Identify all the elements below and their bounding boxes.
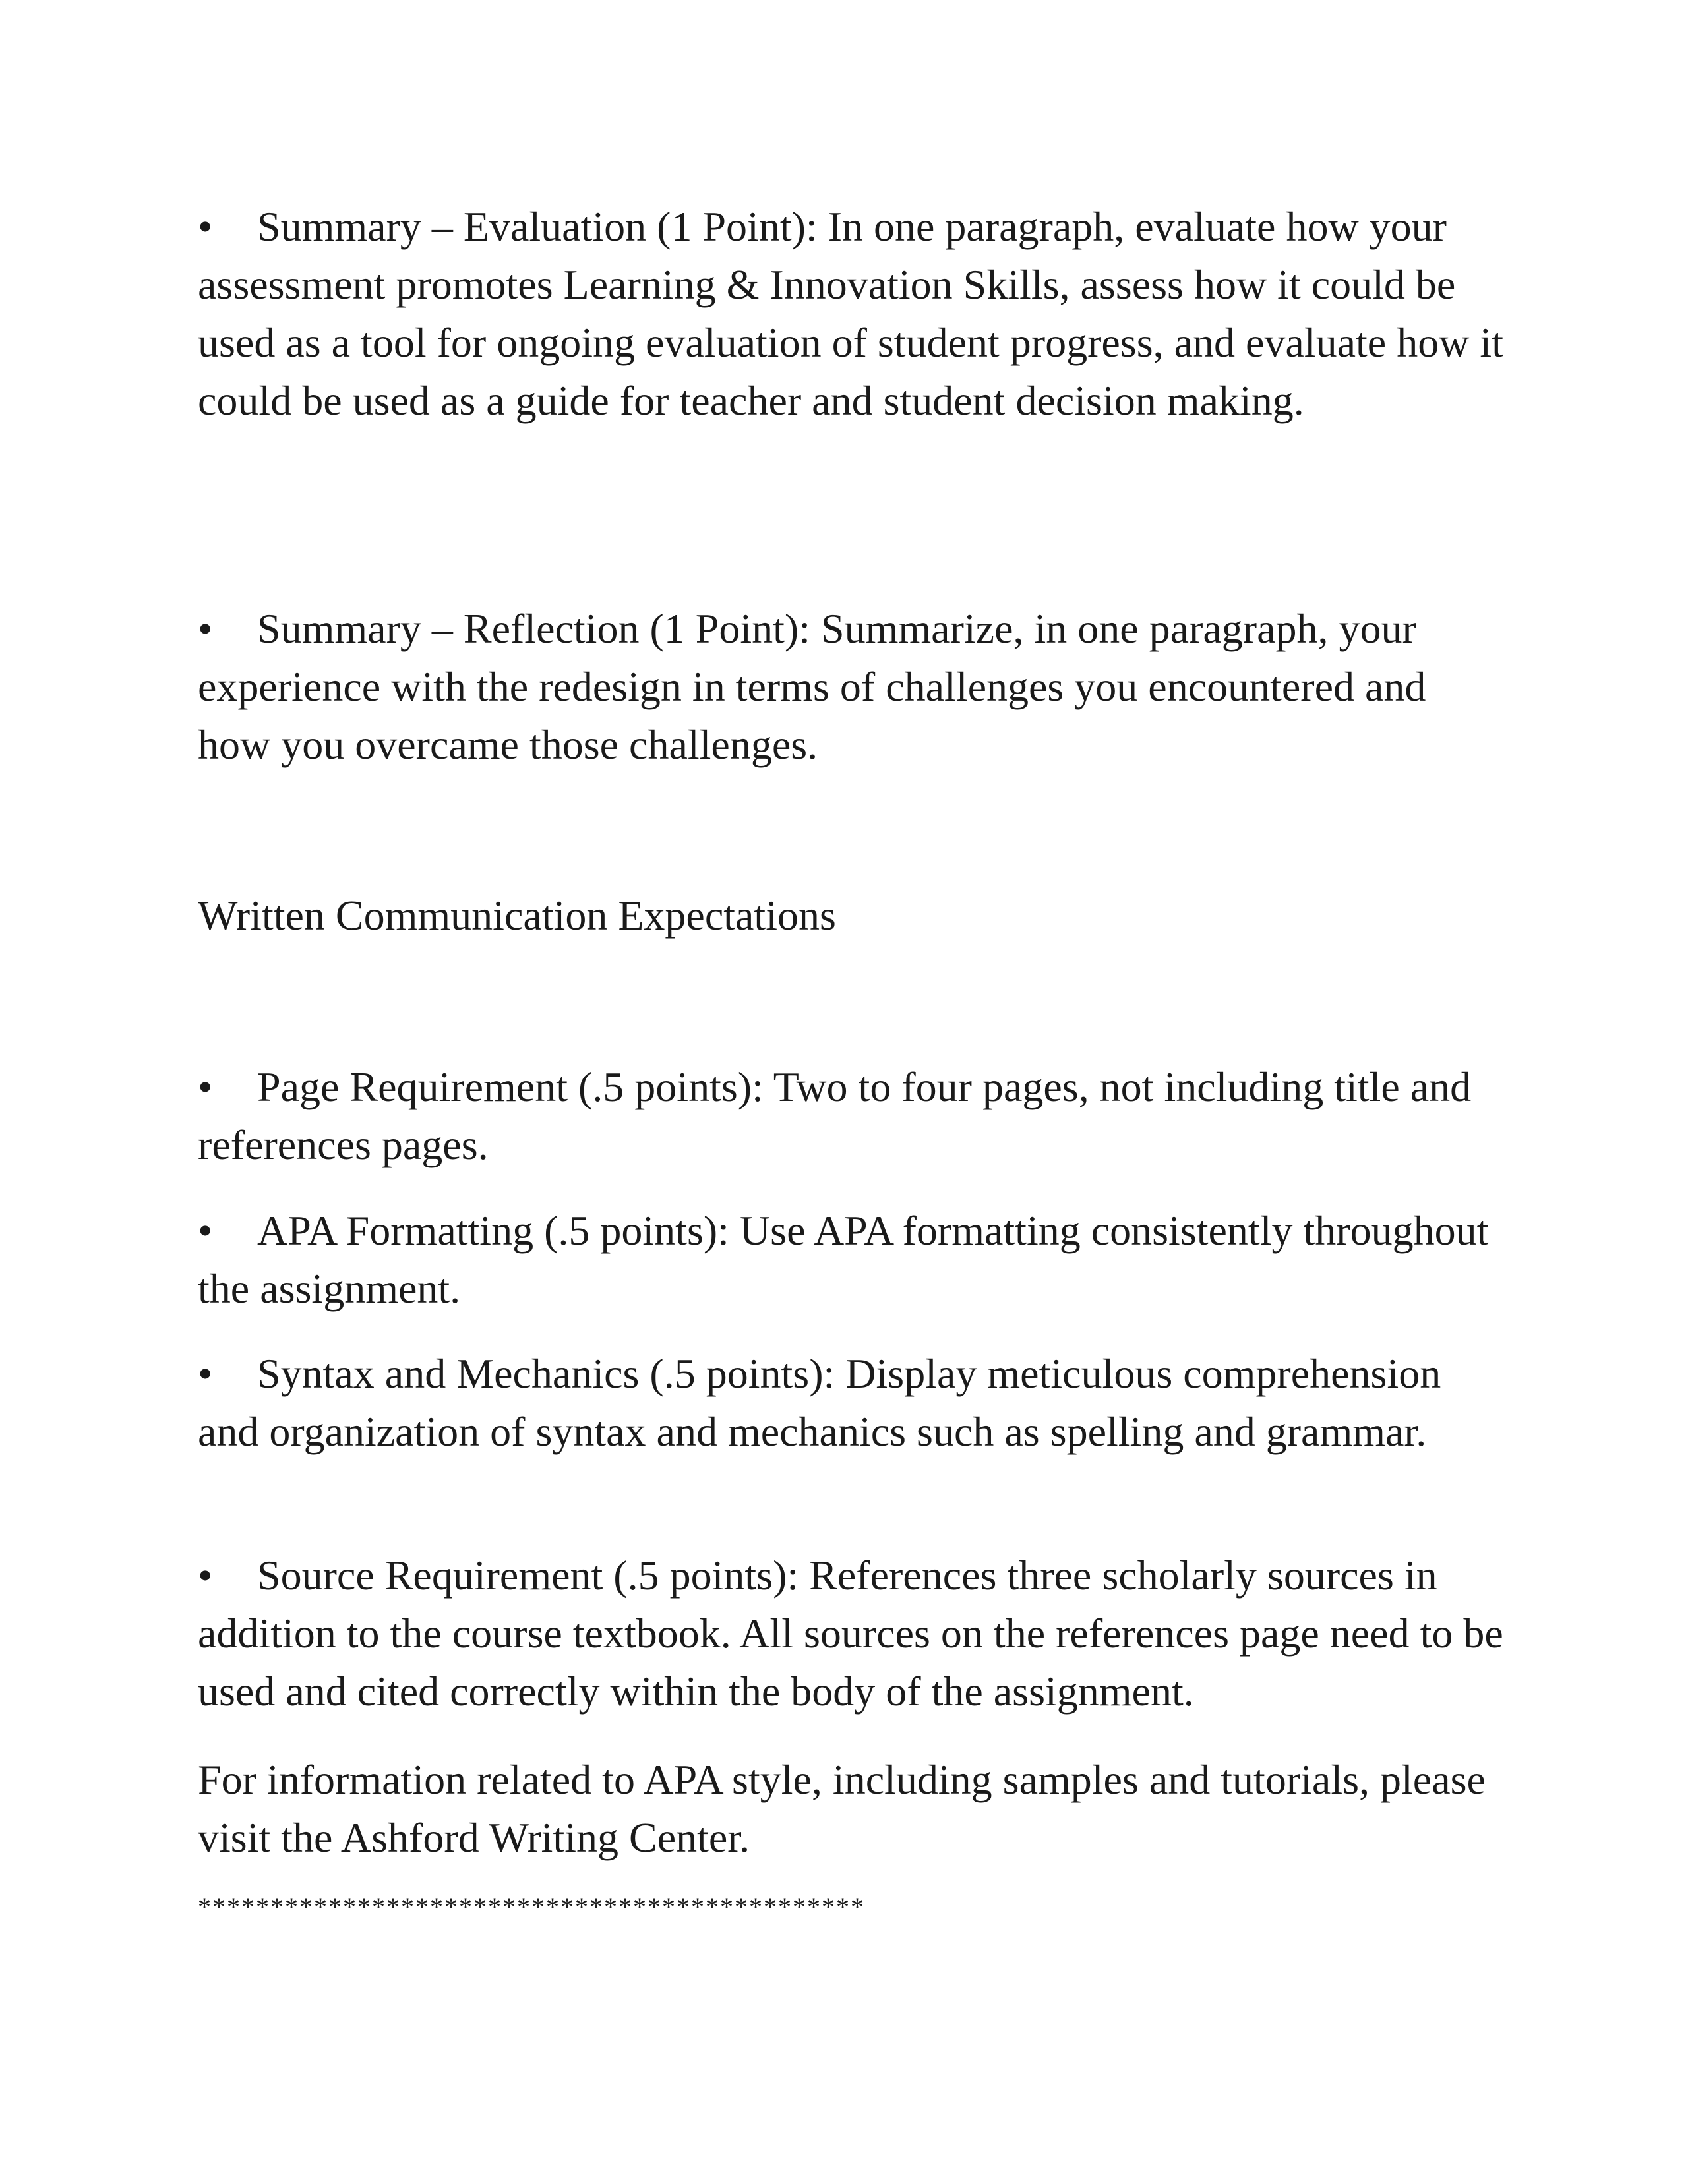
bullet-page-requirement bbox=[198, 1058, 1503, 1174]
bullet-source-requirement bbox=[198, 1547, 1503, 1721]
bullet-marker: • bbox=[198, 1063, 213, 1110]
bullet-apa-formatting-text: APA Formatting (.5 points): Use APA formatting consistently throughout the assignment. bbox=[198, 1207, 1489, 1312]
bullet-marker: • bbox=[198, 203, 213, 250]
bullet-syntax-mechanics bbox=[198, 1345, 1503, 1461]
bullet-evaluation-text: Summary – Evaluation (1 Point): In one paragraph, evaluate how your assessment promotes Learning & Innovation Skills, assess how it could be used as a tool for ongoing evaluation of student progress, and evaluate how it could be used as a guide for teacher and student decision making. bbox=[198, 203, 1503, 424]
bullet-marker: • bbox=[198, 605, 213, 652]
bullet-marker: • bbox=[198, 1552, 213, 1599]
bullet-source-requirement-text: Source Requirement (.5 points): References three scholarly sources in addition to the course textbook. All sources on the references page need to be used and cited correctly within the body of the assignment. bbox=[198, 1552, 1503, 1715]
bullet-marker: • bbox=[198, 1207, 213, 1254]
bullet-reflection-text: Summary – Reflection (1 Point): Summarize, in one paragraph, your experience with the redesign in terms of challenges you encountered and how you overcame those challenges. bbox=[198, 605, 1426, 768]
bullet-page-requirement-text: Page Requirement (.5 points): Two to four pages, not including title and references pages. bbox=[198, 1063, 1472, 1168]
bullet-reflection bbox=[198, 600, 1503, 774]
separator-line: ********************************************** bbox=[198, 1892, 865, 1922]
apa-info-paragraph: For information related to APA style, including samples and tutorials, please visit the Ashford Writing Center. bbox=[198, 1756, 1486, 1861]
bullet-marker: • bbox=[198, 1350, 213, 1397]
bullet-apa-formatting bbox=[198, 1202, 1503, 1318]
section-heading: Written Communication Expectations bbox=[198, 892, 836, 939]
bullet-syntax-mechanics-text: Syntax and Mechanics (.5 points): Display meticulous comprehension and organization of syntax and mechanics such as spelling and grammar. bbox=[198, 1350, 1441, 1455]
bullet-evaluation bbox=[198, 198, 1503, 430]
